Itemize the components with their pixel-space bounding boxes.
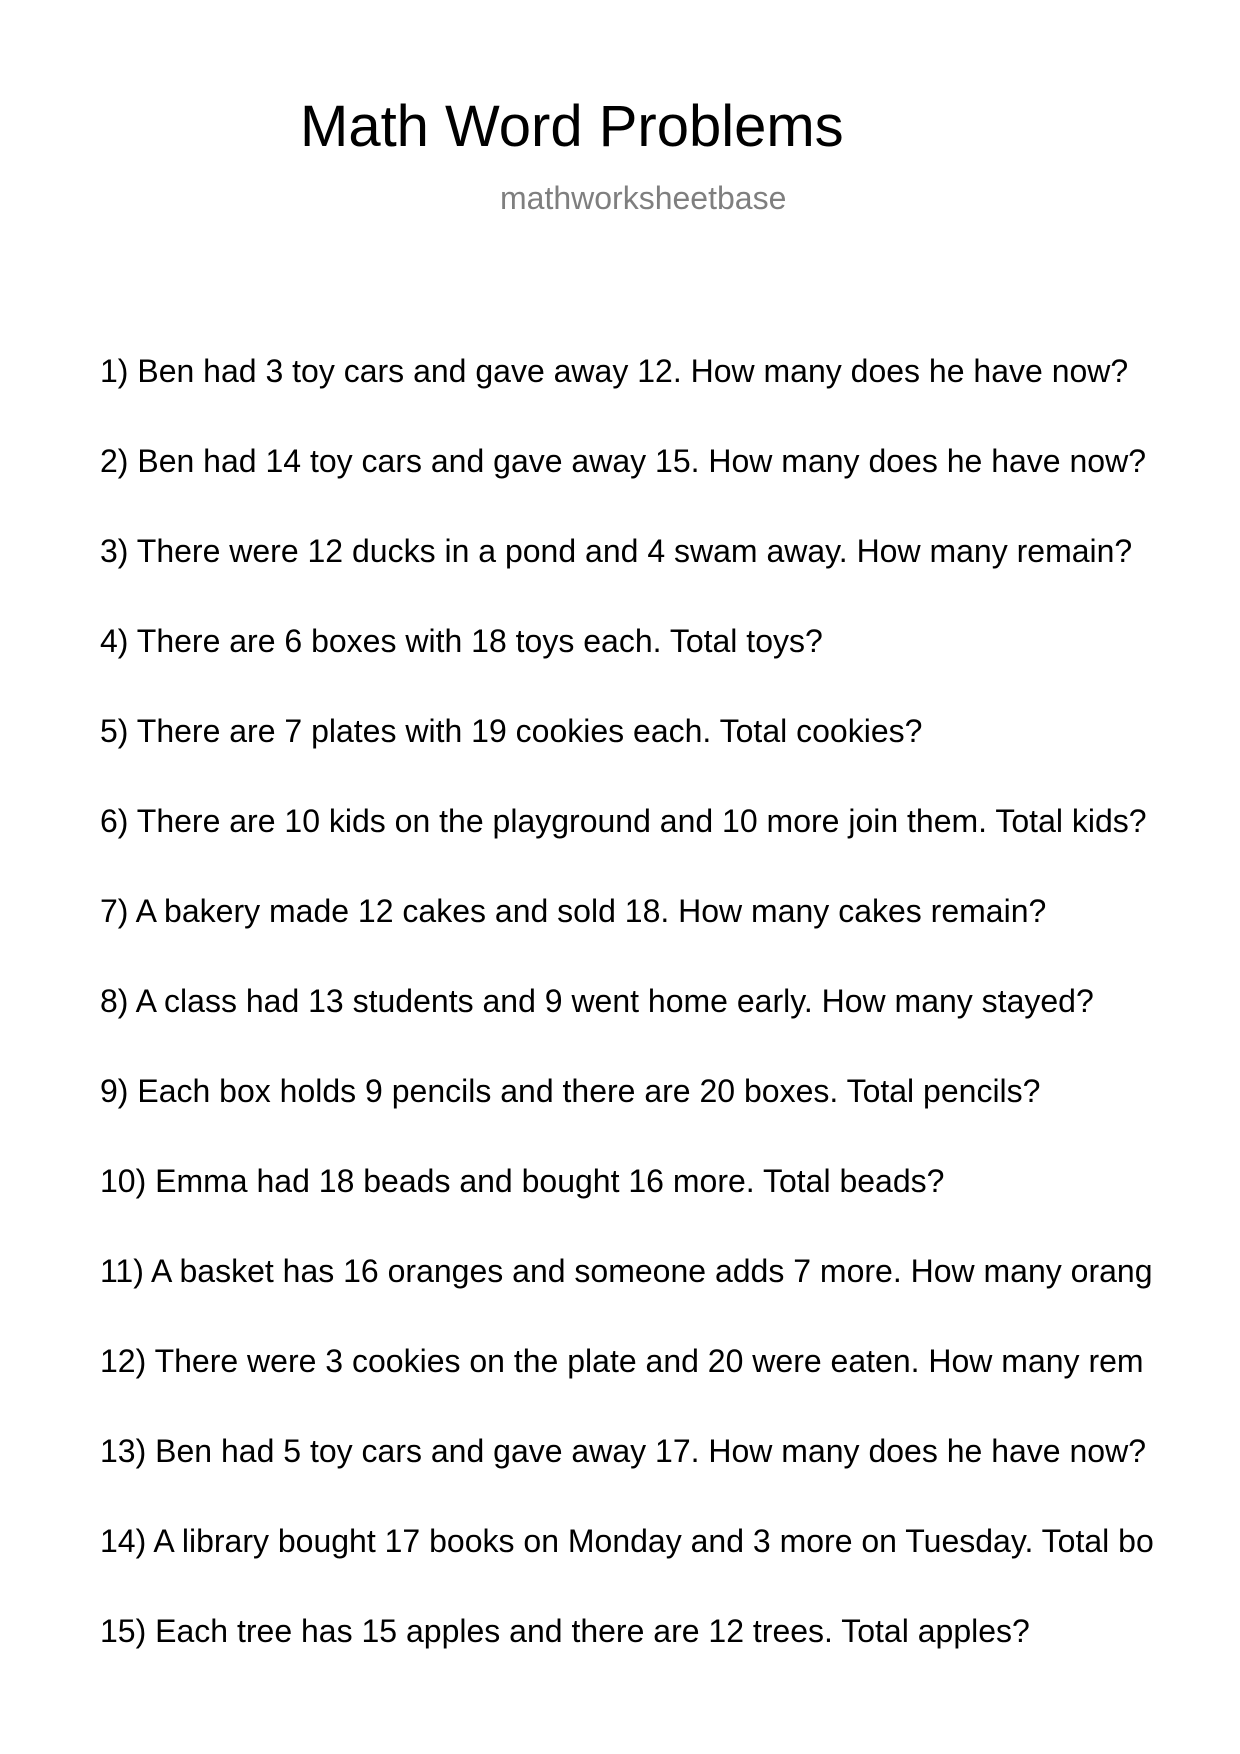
problem-item-7: 7) A bakery made 12 cakes and sold 18. How many cakes remain? xyxy=(100,893,1047,929)
problem-item-1: 1) Ben had 3 toy cars and gave away 12. How many does he have now? xyxy=(100,353,1129,389)
problem-item-9: 9) Each box holds 9 pencils and there are 20 boxes. Total pencils? xyxy=(100,1073,1041,1109)
page-subtitle: mathworksheetbase xyxy=(500,180,787,216)
problem-item-3: 3) There were 12 ducks in a pond and 4 swam away. How many remain? xyxy=(100,533,1133,569)
problem-item-13: 13) Ben had 5 toy cars and gave away 17. How many does he have now? xyxy=(100,1433,1146,1469)
problem-item-8: 8) A class had 13 students and 9 went home early. How many stayed? xyxy=(100,983,1094,1019)
problem-item-11: 11) A basket has 16 oranges and someone adds 7 more. How many orang xyxy=(100,1253,1153,1289)
problem-list xyxy=(100,349,1240,1699)
problem-item-4: 4) There are 6 boxes with 18 toys each. Total toys? xyxy=(100,623,823,659)
problem-item-12: 12) There were 3 cookies on the plate and 20 were eaten. How many rem xyxy=(100,1343,1144,1379)
problem-item-6: 6) There are 10 kids on the playground and 10 more join them. Total kids? xyxy=(100,803,1147,839)
problem-item-15: 15) Each tree has 15 apples and there are 12 trees. Total apples? xyxy=(100,1613,1030,1649)
problem-item-5: 5) There are 7 plates with 19 cookies each. Total cookies? xyxy=(100,713,923,749)
problem-item-14: 14) A library bought 17 books on Monday and 3 more on Tuesday. Total bo xyxy=(100,1523,1154,1559)
page-title: Math Word Problems xyxy=(300,94,844,159)
problem-item-10: 10) Emma had 18 beads and bought 16 more. Total beads? xyxy=(100,1163,945,1199)
problem-item-2: 2) Ben had 14 toy cars and gave away 15. How many does he have now? xyxy=(100,443,1146,479)
